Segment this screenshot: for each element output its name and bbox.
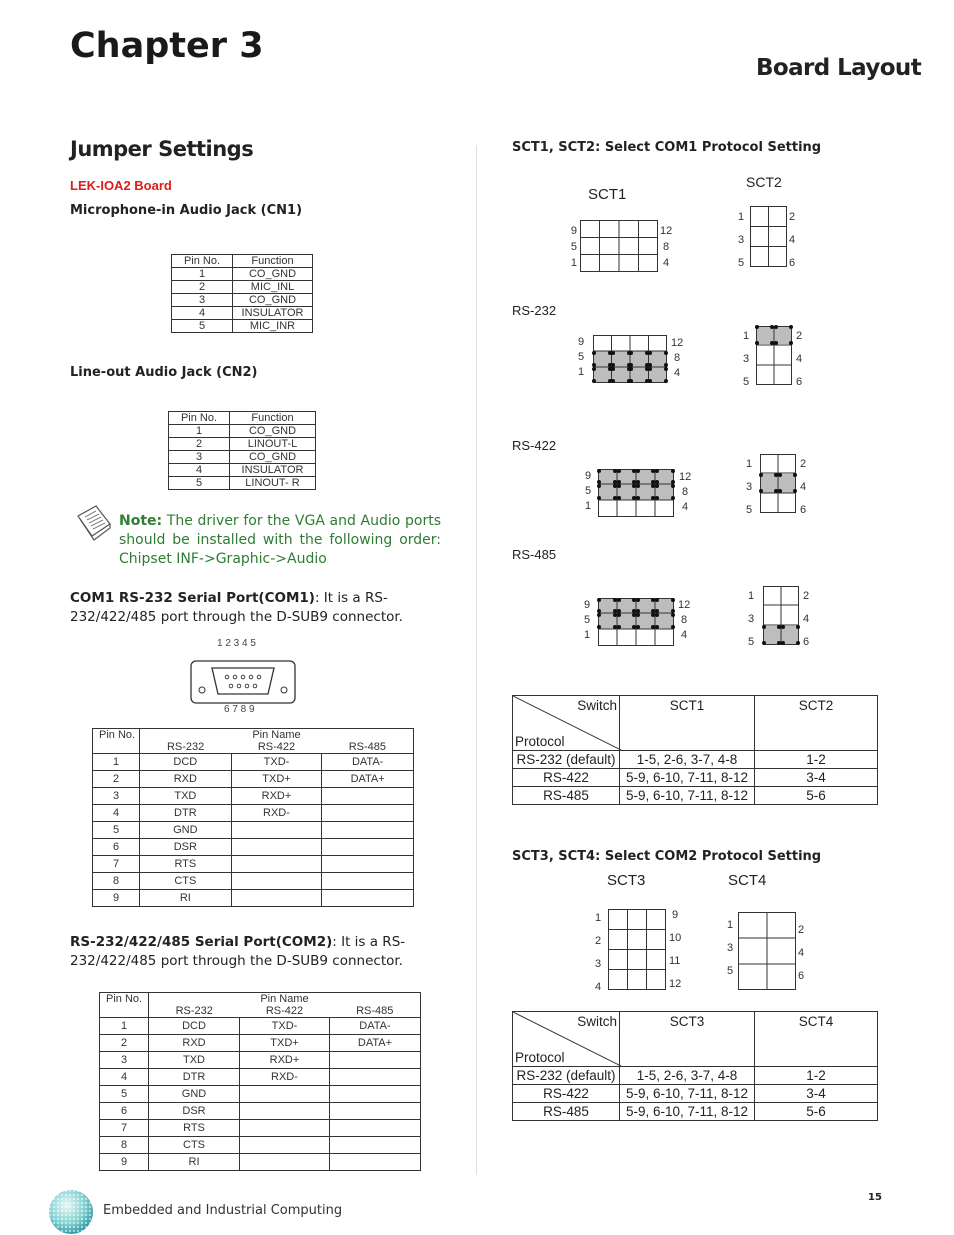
cell: 5 <box>100 1086 149 1103</box>
rs422-sct2-left-pins <box>746 453 752 522</box>
cell <box>322 856 414 873</box>
rs232-sct1-left-pins <box>578 335 584 380</box>
cell: 3 <box>172 294 233 307</box>
cell: GND <box>149 1086 240 1103</box>
col-rs232: RS-232 <box>149 1005 240 1018</box>
cell: 4 <box>169 464 230 477</box>
pin-label: 4 <box>663 257 670 269</box>
db9-pins-bottom: 6 7 8 9 <box>224 704 255 715</box>
cell: 5 <box>172 320 233 333</box>
pin-label: 4 <box>789 234 796 246</box>
cell: DCD <box>140 754 232 771</box>
pin-label: 6 <box>803 636 810 648</box>
cell: 7 <box>100 1120 149 1137</box>
sct3-right-pins <box>669 904 681 996</box>
pin-label: 5 <box>743 376 750 388</box>
cell: 5-9, 6-10, 7-11, 8-12 <box>620 769 755 787</box>
cell: RS-232 (default) <box>513 751 620 769</box>
cell: 4 <box>172 307 233 320</box>
cell <box>231 873 322 890</box>
rs485-sct2-left-pins <box>748 585 754 654</box>
pin-label: 3 <box>746 481 753 493</box>
pin-label: 10 <box>669 932 682 944</box>
sct1-left-pins <box>567 223 577 271</box>
table-row <box>169 438 316 451</box>
pin-label: 5 <box>570 241 577 253</box>
cell: RS-422 <box>513 769 620 787</box>
table-row <box>100 1120 421 1137</box>
table-row <box>100 1137 421 1154</box>
table-row <box>93 805 414 822</box>
pin-label: 12 <box>671 337 684 349</box>
sct12-heading: SCT1, SCT2: Select COM1 Protocol Setting <box>512 140 822 155</box>
sct34-switch-table <box>512 1011 878 1121</box>
pin-label: 3 <box>595 958 602 970</box>
cell: GND <box>140 822 232 839</box>
pin-label: 2 <box>789 211 796 223</box>
cell: 5-6 <box>755 1103 878 1121</box>
com1-text: : It is a RS-232/422/485 port through the D-SUB9 connector. <box>70 590 403 625</box>
rs232-sct1-right-pins <box>671 336 683 381</box>
chapter-title: Chapter 3 <box>70 26 264 66</box>
sct2-label: SCT2 <box>746 174 782 190</box>
col-sct4: SCT4 <box>755 1012 878 1067</box>
table-row <box>100 1018 421 1035</box>
pin-label: 2 <box>798 924 805 936</box>
pin-label: 4 <box>803 613 810 625</box>
pin-label: 9 <box>672 909 679 921</box>
cell <box>240 1086 330 1103</box>
pin-label: 1 <box>584 629 591 641</box>
pin-label: 1 <box>570 257 577 269</box>
pin-label: 8 <box>674 352 681 364</box>
com2-heading: RS-232/422/485 Serial Port(COM2) <box>70 934 333 950</box>
sct34-heading: SCT3, SCT4: Select COM2 Protocol Setting <box>512 849 822 864</box>
table-row <box>93 771 414 788</box>
com2-paragraph <box>70 933 445 971</box>
cell: 6 <box>100 1103 149 1120</box>
col-sct3: SCT3 <box>620 1012 755 1067</box>
col-sct1: SCT1 <box>620 696 755 751</box>
note-text <box>119 512 441 569</box>
table-row <box>513 769 878 787</box>
pin-label: 11 <box>669 955 681 967</box>
col-rs422: RS-422 <box>240 1005 330 1018</box>
globe-logo-icon <box>48 1189 94 1235</box>
cell: 5-9, 6-10, 7-11, 8-12 <box>620 787 755 805</box>
cell <box>329 1137 420 1154</box>
cell <box>322 873 414 890</box>
cell: TXD- <box>240 1018 330 1035</box>
pin-label: 2 <box>803 590 810 602</box>
cell: TXD- <box>231 754 322 771</box>
com1-paragraph <box>70 589 445 627</box>
cell: 3-4 <box>755 769 878 787</box>
cell: 4 <box>100 1069 149 1086</box>
cell: 3 <box>93 788 140 805</box>
cell: 1 <box>172 268 233 281</box>
pin-label: 1 <box>578 366 585 378</box>
col-pin-name: Pin Name <box>140 729 414 742</box>
cell: TXD <box>140 788 232 805</box>
pin-label: 3 <box>738 234 745 246</box>
cell: CO_GND <box>233 268 313 281</box>
cell: RI <box>149 1154 240 1171</box>
cell <box>329 1069 420 1086</box>
table-row <box>513 751 878 769</box>
pin-label: 9 <box>578 336 585 348</box>
pin-label: 2 <box>796 330 803 342</box>
pin-label: 4 <box>681 629 688 641</box>
cell: RXD- <box>240 1069 330 1086</box>
cell: DTR <box>149 1069 240 1086</box>
cell: INSULATOR <box>230 464 316 477</box>
pin-label: 3 <box>748 613 755 625</box>
pin-label: 5 <box>746 504 753 516</box>
table-row <box>93 788 414 805</box>
cell: 9 <box>93 890 140 907</box>
pin-label: 8 <box>663 241 670 253</box>
cn2-heading: Line-out Audio Jack (CN2) <box>70 365 258 380</box>
sct1-jumper-diagram <box>580 220 658 272</box>
protocol-label: Protocol <box>515 734 565 749</box>
note-icon <box>74 502 114 542</box>
col-pin-name: Pin Name <box>149 993 421 1006</box>
sct4-right-pins <box>798 919 804 988</box>
rs232-sct1-jumper-diagram <box>591 334 669 384</box>
cell: 6 <box>93 839 140 856</box>
cell: DTR <box>140 805 232 822</box>
table-row <box>513 1103 878 1121</box>
table-row <box>93 839 414 856</box>
pin-label: 4 <box>682 501 689 513</box>
sct4-jumper-diagram <box>738 912 796 990</box>
db9-pins-top: 1 2 3 4 5 <box>217 638 256 649</box>
pin-label: 4 <box>798 947 805 959</box>
pin-label: 2 <box>595 935 602 947</box>
cell: DSR <box>149 1103 240 1120</box>
table-row <box>93 754 414 771</box>
note-label: Note: <box>119 513 163 529</box>
sct3-left-pins <box>595 907 601 999</box>
cell <box>240 1154 330 1171</box>
jumper-settings-title: Jumper Settings <box>70 137 254 161</box>
pin-label: 1 <box>585 500 592 512</box>
pin-label: 5 <box>584 614 591 626</box>
pin-label: 1 <box>595 912 602 924</box>
table-row <box>169 425 316 438</box>
cn1-table <box>171 254 313 333</box>
cn2-col-pin: Pin No. <box>169 412 230 425</box>
cell: 5-9, 6-10, 7-11, 8-12 <box>620 1085 755 1103</box>
pin-label: 5 <box>585 485 592 497</box>
pin-label: 12 <box>669 978 682 990</box>
com2-table <box>99 992 421 1171</box>
com1-heading: COM1 RS-232 Serial Port(COM1) <box>70 590 315 606</box>
cell <box>231 822 322 839</box>
table-row <box>93 856 414 873</box>
cell: LINOUT- R <box>230 477 316 490</box>
cell: 7 <box>93 856 140 873</box>
table-row <box>93 890 414 907</box>
pin-label: 8 <box>681 614 688 626</box>
pin-label: 6 <box>798 970 805 982</box>
rs232-label: RS-232 <box>512 303 557 318</box>
sct3-jumper-diagram <box>608 909 666 990</box>
rs232-sct2-left-pins <box>743 325 749 394</box>
rs485-label: RS-485 <box>512 547 557 562</box>
db9-connector-icon <box>190 660 296 704</box>
cell: 1 <box>100 1018 149 1035</box>
cell: 2 <box>100 1035 149 1052</box>
cell: RTS <box>140 856 232 873</box>
section-header: Board Layout <box>756 55 922 81</box>
cell: RXD+ <box>240 1052 330 1069</box>
cell <box>322 805 414 822</box>
cell: RXD+ <box>231 788 322 805</box>
cell: RS-422 <box>513 1085 620 1103</box>
sct1-label: SCT1 <box>588 186 627 203</box>
pin-label: 5 <box>748 636 755 648</box>
table-row <box>172 268 313 281</box>
column-divider <box>476 145 477 1175</box>
pin-label: 4 <box>674 367 681 379</box>
pin-label: 4 <box>595 981 602 993</box>
pin-label: 9 <box>584 599 591 611</box>
sct4-label: SCT4 <box>728 872 767 889</box>
pin-label: 1 <box>746 458 753 470</box>
cell: 9 <box>100 1154 149 1171</box>
rs485-sct1-right-pins <box>678 598 690 643</box>
col-rs422: RS-422 <box>231 741 322 754</box>
pin-label: 1 <box>727 919 734 931</box>
sct2-right-pins <box>789 206 795 275</box>
cell: 2 <box>93 771 140 788</box>
cell: CTS <box>149 1137 240 1154</box>
sct2-left-pins <box>738 206 744 275</box>
switch-label: Switch <box>577 1014 617 1029</box>
cell <box>240 1120 330 1137</box>
rs422-label: RS-422 <box>512 438 557 453</box>
cell: CO_GND <box>233 294 313 307</box>
table-row <box>513 1067 878 1085</box>
cell: DCD <box>149 1018 240 1035</box>
table-row <box>100 1154 421 1171</box>
cell <box>322 839 414 856</box>
cell: 1 <box>93 754 140 771</box>
table-row <box>513 1085 878 1103</box>
sct1-right-pins <box>660 223 672 271</box>
col-pin-no: Pin No. <box>100 993 149 1018</box>
cell: MIC_INL <box>233 281 313 294</box>
sct4-left-pins <box>727 914 733 983</box>
cell: 8 <box>100 1137 149 1154</box>
com1-table <box>92 728 414 907</box>
cell <box>231 839 322 856</box>
rs422-sct2-jumper-diagram <box>759 453 797 514</box>
cell <box>322 788 414 805</box>
col-pin-no: Pin No. <box>93 729 140 754</box>
cell: RXD <box>149 1035 240 1052</box>
switch-protocol-header <box>513 696 620 751</box>
com2-text: : It is a RS-232/422/485 port through the D-SUB9 connector. <box>70 934 406 969</box>
rs232-sct2-right-pins <box>796 325 802 394</box>
rs422-sct1-left-pins <box>585 469 591 514</box>
table-row <box>169 464 316 477</box>
protocol-label: Protocol <box>515 1050 565 1065</box>
rs232-sct2-jumper-diagram <box>755 325 793 386</box>
footer-text: Embedded and Industrial Computing <box>103 1203 343 1218</box>
col-rs485: RS-485 <box>322 741 414 754</box>
col-rs232: RS-232 <box>140 741 232 754</box>
cell: DATA+ <box>329 1035 420 1052</box>
pin-label: 6 <box>800 504 807 516</box>
cell: DATA+ <box>322 771 414 788</box>
cell: 8 <box>93 873 140 890</box>
cn2-col-function: Function <box>230 412 316 425</box>
board-name: LEK-IOA2 Board <box>70 178 172 193</box>
pin-label: 12 <box>678 599 691 611</box>
pin-label: 5 <box>578 351 585 363</box>
pin-label: 9 <box>585 470 592 482</box>
cell: 4 <box>93 805 140 822</box>
cell: DSR <box>140 839 232 856</box>
cn2-table <box>168 411 316 490</box>
table-row <box>100 1052 421 1069</box>
cell: RS-485 <box>513 1103 620 1121</box>
pin-label: 12 <box>679 471 692 483</box>
rs485-sct2-right-pins <box>803 585 809 654</box>
pin-label: 3 <box>743 353 750 365</box>
pin-label: 1 <box>738 211 745 223</box>
cell: 5-9, 6-10, 7-11, 8-12 <box>620 1103 755 1121</box>
switch-protocol-header <box>513 1012 620 1067</box>
cell: TXD+ <box>231 771 322 788</box>
cell: DATA- <box>329 1018 420 1035</box>
cell <box>322 822 414 839</box>
table-row <box>172 307 313 320</box>
pin-label: 1 <box>748 590 755 602</box>
cn1-col-function: Function <box>233 255 313 268</box>
table-row <box>100 1069 421 1086</box>
cell <box>329 1154 420 1171</box>
cell: 5 <box>93 822 140 839</box>
sct12-switch-table <box>512 695 878 805</box>
cell: RI <box>140 890 232 907</box>
pin-label: 8 <box>682 486 689 498</box>
table-row <box>93 822 414 839</box>
pin-label: 12 <box>660 225 673 237</box>
cell: CTS <box>140 873 232 890</box>
cell: INSULATOR <box>233 307 313 320</box>
cell <box>322 890 414 907</box>
cell: 1-2 <box>755 751 878 769</box>
switch-label: Switch <box>577 698 617 713</box>
table-row <box>100 1086 421 1103</box>
rs422-sct1-jumper-diagram <box>596 467 676 518</box>
cell: 5-6 <box>755 787 878 805</box>
cn1-heading: Microphone-in Audio Jack (CN1) <box>70 203 303 218</box>
cell: TXD <box>149 1052 240 1069</box>
table-row <box>100 1103 421 1120</box>
cell: RXD <box>140 771 232 788</box>
pin-label: 4 <box>800 481 807 493</box>
cn1-col-pin: Pin No. <box>172 255 233 268</box>
cell: RS-232 (default) <box>513 1067 620 1085</box>
pin-label: 4 <box>796 353 803 365</box>
cell: 1 <box>169 425 230 438</box>
page-number: 15 <box>868 1192 882 1203</box>
rs422-sct2-right-pins <box>800 453 806 522</box>
cell <box>329 1052 420 1069</box>
cell: TXD+ <box>240 1035 330 1052</box>
cell <box>329 1103 420 1120</box>
pin-label: 6 <box>789 257 796 269</box>
pin-label: 2 <box>800 458 807 470</box>
pin-label: 5 <box>727 965 734 977</box>
col-sct2: SCT2 <box>755 696 878 751</box>
rs485-sct2-jumper-diagram <box>762 585 800 646</box>
cell: RS-485 <box>513 787 620 805</box>
cell <box>231 890 322 907</box>
note-body: The driver for the VGA and Audio ports should be installed with the following order: Chipset INF->Graphic->Audio <box>119 513 441 567</box>
cell: DATA- <box>322 754 414 771</box>
cell <box>240 1103 330 1120</box>
rs422-sct1-right-pins <box>679 470 691 515</box>
col-rs485: RS-485 <box>329 1005 420 1018</box>
sct3-label: SCT3 <box>607 872 646 889</box>
sct2-jumper-diagram <box>750 206 787 267</box>
table-row <box>513 787 878 805</box>
cell: 3 <box>169 451 230 464</box>
pin-label: 5 <box>738 257 745 269</box>
cell: RTS <box>149 1120 240 1137</box>
cell: 1-5, 2-6, 3-7, 4-8 <box>620 751 755 769</box>
cell: RXD- <box>231 805 322 822</box>
cell: 2 <box>172 281 233 294</box>
cell: 5 <box>169 477 230 490</box>
cell <box>231 856 322 873</box>
cell: LINOUT-L <box>230 438 316 451</box>
table-row <box>100 1035 421 1052</box>
rs485-sct1-left-pins <box>584 598 590 643</box>
cell <box>329 1120 420 1137</box>
pin-label: 6 <box>796 376 803 388</box>
cell: MIC_INR <box>233 320 313 333</box>
table-row <box>169 451 316 464</box>
cell: 3-4 <box>755 1085 878 1103</box>
pin-label: 3 <box>727 942 734 954</box>
rs485-sct1-jumper-diagram <box>596 596 676 647</box>
cell: 3 <box>100 1052 149 1069</box>
cell <box>329 1086 420 1103</box>
table-row <box>172 281 313 294</box>
table-row <box>93 873 414 890</box>
cell <box>240 1137 330 1154</box>
pin-label: 1 <box>743 330 750 342</box>
pin-label: 9 <box>570 225 577 237</box>
cell: CO_GND <box>230 425 316 438</box>
table-row <box>172 320 313 333</box>
table-row <box>172 294 313 307</box>
cell: CO_GND <box>230 451 316 464</box>
cell: 1-2 <box>755 1067 878 1085</box>
cell: 1-5, 2-6, 3-7, 4-8 <box>620 1067 755 1085</box>
cell: 2 <box>169 438 230 451</box>
table-row <box>169 477 316 490</box>
